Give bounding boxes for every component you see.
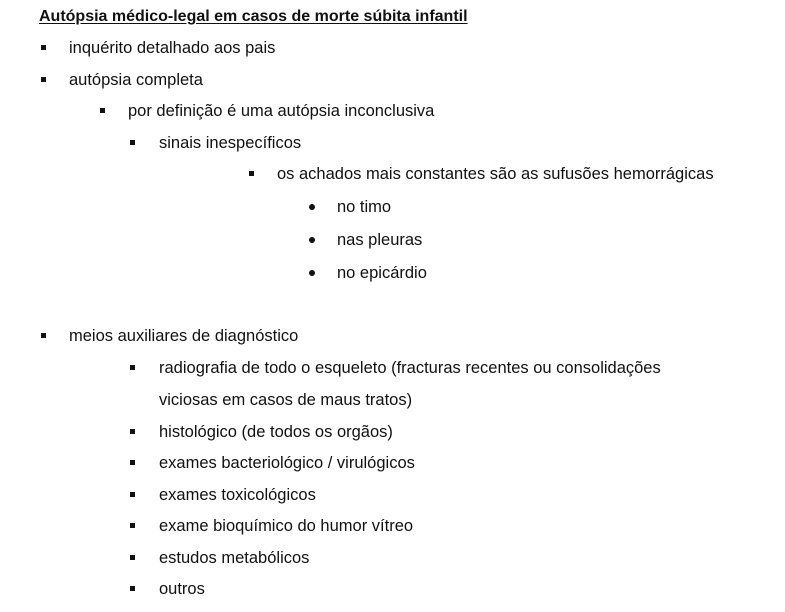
square-bullet-icon (249, 171, 254, 176)
square-bullet-icon (130, 429, 135, 434)
document-page: Autópsia médico-legal em casos de morte súbita infantil inquérito detalhado aos pais autópsia completa por definição é uma autópsia inconclusiva sinais inespecíficos os achados mais constantes são as sufusões hemorrágicas no timo nas pleuras no epicárdio meios auxiliares de diagnóstico radiografia de todo o esqueleto (fracturas recentes ou consolidações viciosas em casos de maus tratos) histológico (de todos os orgãos) exames bacteriológico / virulógicos exames toxicológicos exame bioquímico do humor vítreo estudos metabólicos outros (39, 8, 714, 598)
square-bullet-icon (41, 77, 46, 82)
square-bullet-icon (41, 45, 46, 50)
document-title: Autópsia médico-legal em casos de morte súbita infantil (39, 8, 468, 25)
round-bullet-icon (309, 204, 315, 210)
round-bullet-icon (309, 237, 315, 243)
square-bullet-icon (130, 523, 135, 528)
square-bullet-icon (100, 108, 105, 113)
square-bullet-icon (130, 140, 135, 145)
square-bullet-icon (130, 365, 135, 370)
square-bullet-icon (130, 460, 135, 465)
square-bullet-icon (130, 492, 135, 497)
round-bullet-icon (309, 270, 315, 276)
square-bullet-icon (130, 555, 135, 560)
square-bullet-icon (41, 333, 46, 338)
square-bullet-icon (130, 586, 135, 591)
